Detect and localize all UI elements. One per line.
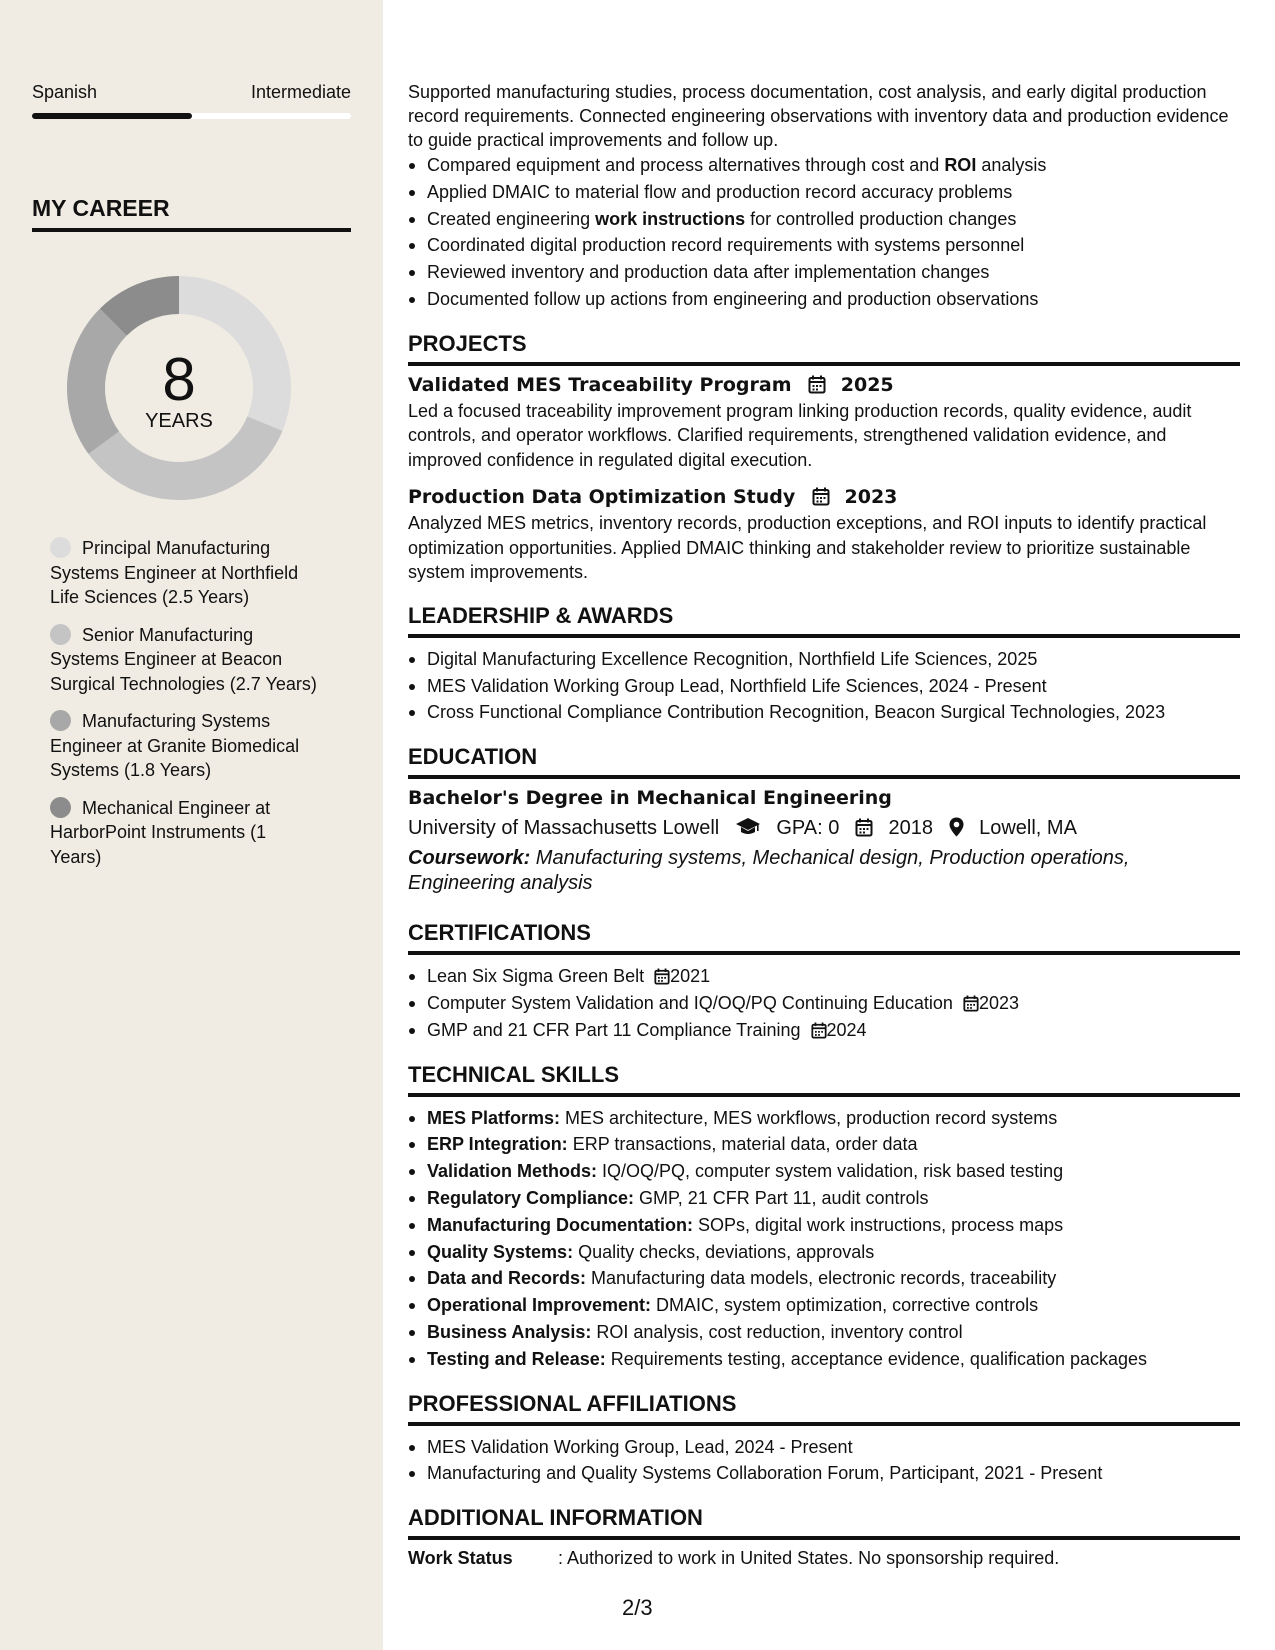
coursework [408,846,1240,896]
skill-value: ERP transactions, material data, order data [567,1134,918,1155]
legend-dot-icon [50,624,71,645]
main-content [408,80,1240,1569]
certification-name: GMP and 21 CFR Part 11 Compliance Training [427,1019,801,1040]
affiliations-title: PROFESSIONAL AFFILIATIONS [408,1391,1240,1426]
list-item [408,1239,1240,1266]
skill-label: Business Analysis: [427,1321,592,1342]
career-section-title: MY CAREER [32,195,351,232]
project-name: Production Data Optimization Study [408,486,796,509]
list-item: MES Validation Working Group Lead, Northfield Life Sciences, 2024 - Present [408,673,1240,700]
bullet-emphasis: ROI [944,155,977,175]
work-status-label: Work Status [408,1548,513,1569]
list-item [408,1346,1240,1373]
education-title: EDUCATION [408,744,1240,779]
bullet-text: for controlled production changes [745,208,1017,229]
skills-title: TECHNICAL SKILLS [408,1062,1240,1097]
career-legend [50,536,320,882]
career-item-text: Manufacturing Systems Engineer at Granite Biomedical Systems (1.8 Years) [50,711,300,780]
projects-title: PROJECTS [408,331,1240,366]
bullet-emphasis: work instructions [595,208,746,229]
list-item [408,1319,1240,1346]
skill-value: SOPs, digital work instructions, process maps [693,1214,1064,1235]
coursework-list: Manufacturing systems, Mechanical design, Production operations, Engineering analysis [408,847,1130,895]
education-location: Lowell, MA [979,817,1077,840]
skill-value: ROI analysis, cost reduction, inventory control [591,1321,963,1342]
list-item [408,963,1240,990]
list-item: Digital Manufacturing Excellence Recognition, Northfield Life Sciences, 2025 [408,646,1240,673]
skill-value: Manufacturing data models, electronic records, traceability [586,1268,1057,1289]
list-item: Coordinated digital production record requirements with systems personnel [408,232,1240,259]
language-name: Spanish [32,82,98,102]
education-school: University of Massachusetts Lowell [408,817,720,840]
certification-name: Computer System Validation and IQ/OQ/PQ Continuing Education [427,992,953,1013]
list-item [408,152,1240,179]
bullet-text: analysis [976,155,1047,175]
career-item-text: Mechanical Engineer at HarborPoint Instruments (1 Years) [50,797,271,867]
work-status-row [408,1548,1240,1569]
skill-label: Manufacturing Documentation: [427,1214,693,1235]
career-item [50,709,320,783]
list-item: Manufacturing and Quality Systems Collaboration Forum, Participant, 2021 - Present [408,1460,1240,1487]
list-item [408,1212,1240,1239]
affiliations-list [408,1434,1240,1488]
career-item-text: Principal Manufacturing Systems Engineer at Northfield Life Sciences (2.5 Years) [50,538,299,607]
language-level: Intermediate [250,82,351,102]
list-item: MES Validation Working Group, Lead, 2024 - Present [408,1434,1240,1461]
list-item [408,1105,1240,1132]
skill-value: Requirements testing, acceptance evidence, qualification packages [605,1348,1148,1369]
list-item [408,990,1240,1017]
graduation-cap-icon [735,817,761,837]
skill-label: Testing and Release: [427,1348,606,1369]
language-proficiency-bar [32,113,351,119]
skill-value: GMP, 21 CFR Part 11, audit controls [634,1187,929,1208]
list-item [408,1017,1240,1044]
list-item: Applied DMAIC to material flow and production record accuracy problems [408,179,1240,206]
calendar-icon [811,1022,827,1039]
skill-value: DMAIC, system optimization, corrective controls [651,1295,1039,1316]
leadership-list [408,646,1240,726]
skill-label: Operational Improvement: [427,1295,652,1316]
skill-label: Regulatory Compliance: [427,1187,635,1208]
certifications-title: CERTIFICATIONS [408,920,1240,955]
education-year: 2018 [888,817,933,840]
skill-label: ERP Integration: [427,1134,568,1155]
certifications-list [408,963,1240,1043]
list-item [408,1292,1240,1319]
calendar-icon [654,968,670,985]
list-item [408,1185,1240,1212]
skill-label: MES Platforms: [427,1107,561,1128]
project-description: Led a focused traceability improvement program linking production records, quality evidence, audit controls, and operator workflows. Clarified requirements, strengthened validation evidence, and improved confidence in regulated digital execution. [408,400,1192,470]
project-title [408,486,1240,508]
list-item [408,1131,1240,1158]
certification-name: Lean Six Sigma Green Belt [427,966,645,987]
career-item-text: Senior Manufacturing Systems Engineer at Beacon Surgical Technologies (2.7 Years) [50,624,317,694]
sidebar [0,0,383,1650]
career-item [50,623,320,697]
skill-value: MES architecture, MES workflows, production record systems [560,1107,1058,1128]
skills-list [408,1105,1240,1373]
skill-value: IQ/OQ/PQ, computer system validation, risk based testing [597,1161,1064,1182]
project-name: Validated MES Traceability Program [408,373,792,396]
experience-bullets [408,152,1240,313]
certification-year: 2023 [978,992,1019,1013]
calendar-icon [812,487,830,506]
language-row [32,82,351,103]
skill-label: Quality Systems: [427,1241,574,1262]
total-years-label: YEARS [145,410,213,432]
additional-info-title: ADDITIONAL INFORMATION [408,1505,1240,1540]
list-item [408,1158,1240,1185]
certification-year: 2021 [670,966,711,987]
legend-dot-icon [50,797,71,818]
total-years-number: 8 [162,346,196,413]
list-item: Reviewed inventory and production data after implementation changes [408,259,1240,286]
location-pin-icon [949,817,964,837]
calendar-icon [855,818,873,837]
career-item [50,796,320,870]
project-year: 2025 [840,373,894,396]
list-item: Documented follow up actions from engineering and production observations [408,286,1240,313]
skill-label: Validation Methods: [427,1161,598,1182]
bullet-text: Created engineering [427,208,596,229]
legend-dot-icon [50,537,71,558]
skill-value: Quality checks, deviations, approvals [573,1241,875,1262]
language-proficiency-fill [32,113,192,119]
calendar-icon [963,995,979,1012]
legend-dot-icon [50,710,71,731]
skill-label: Data and Records: [427,1268,587,1289]
bullet-text: Compared equipment and process alternatives through cost and [427,155,945,175]
list-item [408,1265,1240,1292]
project-title [408,374,1240,396]
education-degree: Bachelor's Degree in Mechanical Engineering [408,787,892,810]
work-status-value: : Authorized to work in United States. No sponsorship required. [558,1548,1060,1569]
leadership-title: LEADERSHIP & AWARDS [408,603,1240,638]
page-number: 2/3 [622,1595,653,1620]
certification-year: 2024 [826,1019,867,1040]
calendar-icon [808,375,826,394]
list-item: Cross Functional Compliance Contribution Recognition, Beacon Surgical Technologies, 2023 [408,699,1240,726]
project-description: Analyzed MES metrics, inventory records, production exceptions, and ROI inputs to identify practical optimization opportunities. Applied DMAIC thinking and stakeholder review to prioritize sustainable system improvements. [408,513,1207,583]
project-year: 2023 [844,486,898,509]
coursework-label: Coursework: [408,847,531,870]
list-item [408,206,1240,233]
experience-summary: Supported manufacturing studies, process documentation, cost analysis, and early digital production record requirements. Connected engineering observations with inventory data and production evidence to guide practical improvements and follow up. [408,82,1229,150]
career-item [50,536,320,610]
education-details [408,817,1240,840]
education-gpa: GPA: 0 [776,817,840,840]
